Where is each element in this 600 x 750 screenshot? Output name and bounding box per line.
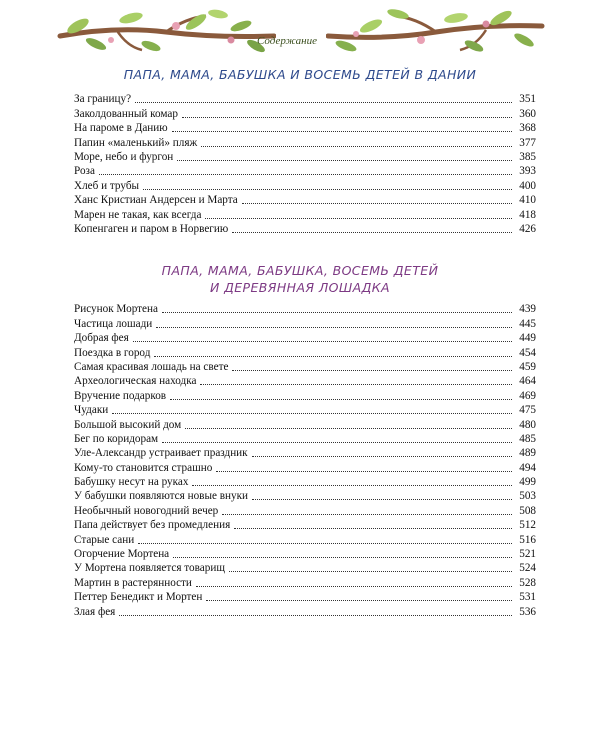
toc-entry-page: 499 (519, 476, 536, 489)
dot-leader (172, 131, 512, 132)
toc-entry-title: Необычный новогодний вечер (74, 504, 219, 517)
toc-entry (74, 561, 536, 575)
dot-leader (205, 218, 512, 219)
toc-entry-page: 469 (519, 389, 536, 402)
toc-entry-title: Бег по коридорам (74, 432, 159, 445)
toc-entry (74, 222, 536, 236)
toc-entry-title: Злая фея (74, 605, 116, 618)
dot-leader (252, 456, 512, 457)
dot-leader (154, 356, 512, 357)
toc-entry (74, 532, 536, 546)
toc-entry-page: 512 (519, 519, 536, 532)
dot-leader (162, 442, 512, 443)
toc-entry (74, 121, 536, 135)
toc-entry (74, 489, 536, 503)
toc-entry (74, 164, 536, 178)
dot-leader (222, 514, 512, 515)
section-title-line: ПАПА, МАМА, БАБУШКА И ВОСЕМЬ ДЕТЕЙ В ДАНИИ (123, 67, 477, 82)
toc-entry (74, 503, 536, 517)
toc-entry-title: Рисунок Мортена (74, 303, 158, 316)
toc-entry-title: Огорчение Мортена (74, 548, 170, 561)
toc-entry (74, 460, 536, 474)
toc-entry-title: Поездка в город (74, 346, 151, 359)
section-title-line: И ДЕРЕВЯННАЯ ЛОШАДКА (209, 280, 391, 295)
toc-entry-page: 464 (519, 375, 536, 388)
toc-entry-title: На пароме в Данию (74, 122, 168, 135)
toc-entry-title: Большой высокий дом (74, 418, 182, 431)
toc-entry-title: Копенгаген и паром в Норвегию (74, 222, 229, 235)
toc-entry (74, 403, 536, 417)
toc-entry (74, 150, 536, 164)
dot-leader (229, 571, 512, 572)
toc-entry-page: 494 (519, 461, 536, 474)
toc-entry (74, 302, 536, 316)
dot-leader (232, 370, 512, 371)
toc-entry-page: 516 (519, 533, 536, 546)
dot-leader (156, 327, 512, 328)
toc-entry-page: 393 (519, 165, 536, 178)
toc-entry-title: Археологическая находка (74, 375, 197, 388)
toc-entry (74, 316, 536, 330)
toc-entry-page: 524 (519, 562, 536, 575)
toc-entry (74, 345, 536, 359)
branch-ornament-right-icon (326, 6, 546, 56)
toc-entry-page: 528 (519, 576, 536, 589)
toc-entry-page: 377 (519, 136, 536, 149)
toc-entry-page: 360 (519, 107, 536, 120)
toc-entry-title: Частица лошади (74, 317, 153, 330)
toc-entry (74, 92, 536, 106)
toc-entry-page: 439 (519, 303, 536, 316)
toc-entry (74, 604, 536, 618)
toc-entry (74, 178, 536, 192)
toc-entry-page: 410 (519, 194, 536, 207)
toc-entry-page: 454 (519, 346, 536, 359)
toc-entry-page: 445 (519, 317, 536, 330)
toc-entry-page: 503 (519, 490, 536, 503)
toc-entry (74, 360, 536, 374)
toc-entry-title: Мартин в растерянности (74, 576, 192, 589)
dot-leader (234, 528, 512, 529)
dot-leader (143, 189, 512, 190)
toc-entry-page: 418 (519, 208, 536, 221)
toc-entry (74, 106, 536, 120)
dot-leader (135, 102, 512, 103)
toc-entry-title: Кому-то становится страшно (74, 461, 213, 474)
toc-entry-page: 475 (519, 404, 536, 417)
toc-entry-page: 385 (519, 150, 536, 163)
dot-leader (206, 600, 512, 601)
toc-entry-title: Петтер Бенедикт и Мортен (74, 591, 203, 604)
toc-entry-page: 449 (519, 332, 536, 345)
toc-entry-page: 531 (519, 591, 536, 604)
toc-entry-title: Бабушку несут на руках (74, 476, 189, 489)
toc-entry-title: Старые сани (74, 533, 135, 546)
branch-ornament-left-icon (56, 6, 276, 56)
toc-entry-title: Самая красивая лошадь на свете (74, 360, 229, 373)
dot-leader (252, 499, 512, 500)
toc-entry-title: Уле-Александр устраивает праздник (74, 447, 248, 460)
toc-entry (74, 432, 536, 446)
toc-entry-page: 489 (519, 447, 536, 460)
toc-entry-title: Марен не такая, как всегда (74, 208, 202, 221)
dot-leader (192, 485, 512, 486)
toc-entry-title: Чудаки (74, 404, 109, 417)
dot-leader (177, 160, 512, 161)
toc-entry (74, 193, 536, 207)
header-label: Содержание (256, 35, 317, 47)
toc-entry-title: Роза (74, 165, 95, 178)
page-header (0, 0, 600, 62)
toc-entry-title: Вручение подарков (74, 389, 167, 402)
toc-entry-title: У бабушки появляются новые внуки (74, 490, 249, 503)
dot-leader (185, 428, 512, 429)
toc-entry-title: Заколдованный комар (74, 107, 178, 120)
dot-leader (242, 203, 512, 204)
dot-leader (201, 146, 512, 147)
toc-entry-title: Добрая фея (74, 332, 129, 345)
toc-entry-page: 400 (519, 179, 536, 192)
toc-entry-title: Хлеб и трубы (74, 179, 140, 192)
toc-entry (74, 547, 536, 561)
dot-leader (216, 471, 512, 472)
toc-entry (74, 207, 536, 221)
dot-leader (196, 586, 512, 587)
dot-leader (170, 399, 512, 400)
toc-entry-title: У Мортена появляется товарищ (74, 562, 225, 575)
dot-leader (99, 174, 512, 175)
toc-entry (74, 518, 536, 532)
toc-entry (74, 135, 536, 149)
toc-entry-title: Море, небо и фургон (74, 150, 174, 163)
dot-leader (138, 543, 512, 544)
toc-list-wooden-horse (74, 302, 536, 619)
dot-leader (182, 117, 512, 118)
toc-entry (74, 575, 536, 589)
toc-entry-title: За границу? (74, 93, 132, 106)
section-title-wooden-horse (62, 262, 538, 296)
toc-entry (74, 475, 536, 489)
dot-leader (173, 557, 512, 558)
dot-leader (232, 232, 512, 233)
toc-entry (74, 417, 536, 431)
section-title-denmark (62, 66, 538, 83)
dot-leader (112, 413, 512, 414)
dot-leader (200, 384, 512, 385)
toc-entry-title: Папин «маленький» пляж (74, 136, 198, 149)
toc-entry-page: 521 (519, 548, 536, 561)
toc-entry-title: Папа действует без промедления (74, 519, 231, 532)
toc-entry-page: 485 (519, 432, 536, 445)
toc-entry-page: 536 (519, 605, 536, 618)
section-title-line: ПАПА, МАМА, БАБУШКА, ВОСЕМЬ ДЕТЕЙ (161, 263, 439, 278)
toc-entry (74, 446, 536, 460)
dot-leader (162, 312, 512, 313)
toc-entry-page: 351 (519, 93, 536, 106)
toc-entry-page: 426 (519, 222, 536, 235)
toc-list-denmark (74, 92, 536, 236)
toc-entry-page: 508 (519, 504, 536, 517)
toc-entry (74, 388, 536, 402)
toc-entry (74, 590, 536, 604)
toc-entry-page: 480 (519, 418, 536, 431)
dot-leader (119, 615, 512, 616)
toc-entry-page: 368 (519, 122, 536, 135)
toc-entry-page: 459 (519, 360, 536, 373)
toc-entry (74, 374, 536, 388)
toc-entry-title: Ханс Кристиан Андерсен и Марта (74, 194, 238, 207)
toc-entry (74, 331, 536, 345)
dot-leader (133, 341, 512, 342)
